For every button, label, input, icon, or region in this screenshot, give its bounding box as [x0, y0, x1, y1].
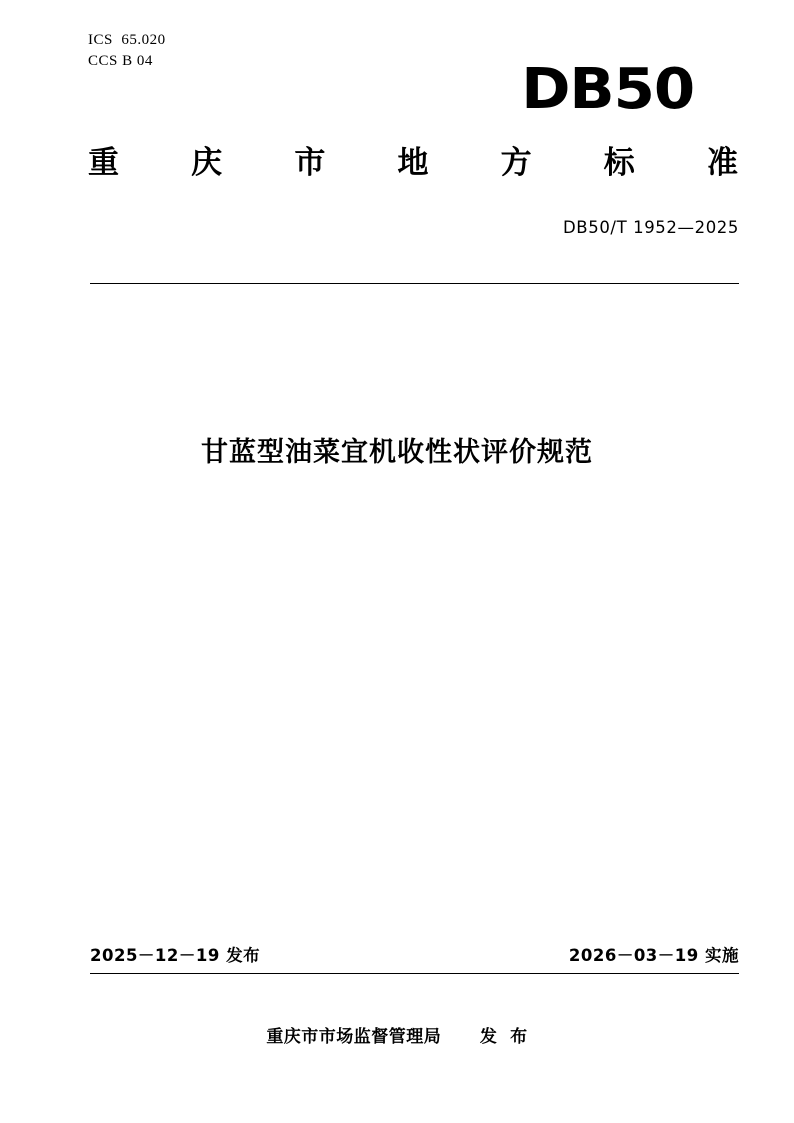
standard-type-char-5: 标: [603, 145, 635, 181]
classification-block: [88, 30, 166, 72]
standard-type-char-2: 市: [294, 145, 326, 181]
standard-type-char-6: 准: [706, 145, 738, 181]
db50-logo: DB50: [521, 57, 694, 122]
standard-number: DB50/T 1952—2025: [563, 218, 739, 237]
header-divider: [90, 283, 739, 284]
standard-type-char-3: 地: [397, 145, 429, 181]
publisher-line: 重庆市市场监督管理局 发 布: [266, 1027, 528, 1047]
effective-date: 2026－03－19 实施: [568, 946, 739, 965]
dates-row: [90, 942, 739, 966]
standard-type-title: [88, 143, 738, 183]
footer-divider: [90, 973, 739, 974]
document-title: 甘蓝型油菜宜机收性状评价规范: [201, 437, 593, 468]
standard-type-char-4: 方: [500, 145, 532, 181]
ccs-code: CCS B 04: [88, 53, 153, 69]
standard-type-char-1: 庆: [191, 145, 223, 181]
issue-date: 2025－12－19 发布: [90, 946, 261, 965]
ics-code: ICS 65.020: [88, 32, 166, 48]
standard-type-char-0: 重: [88, 145, 119, 181]
